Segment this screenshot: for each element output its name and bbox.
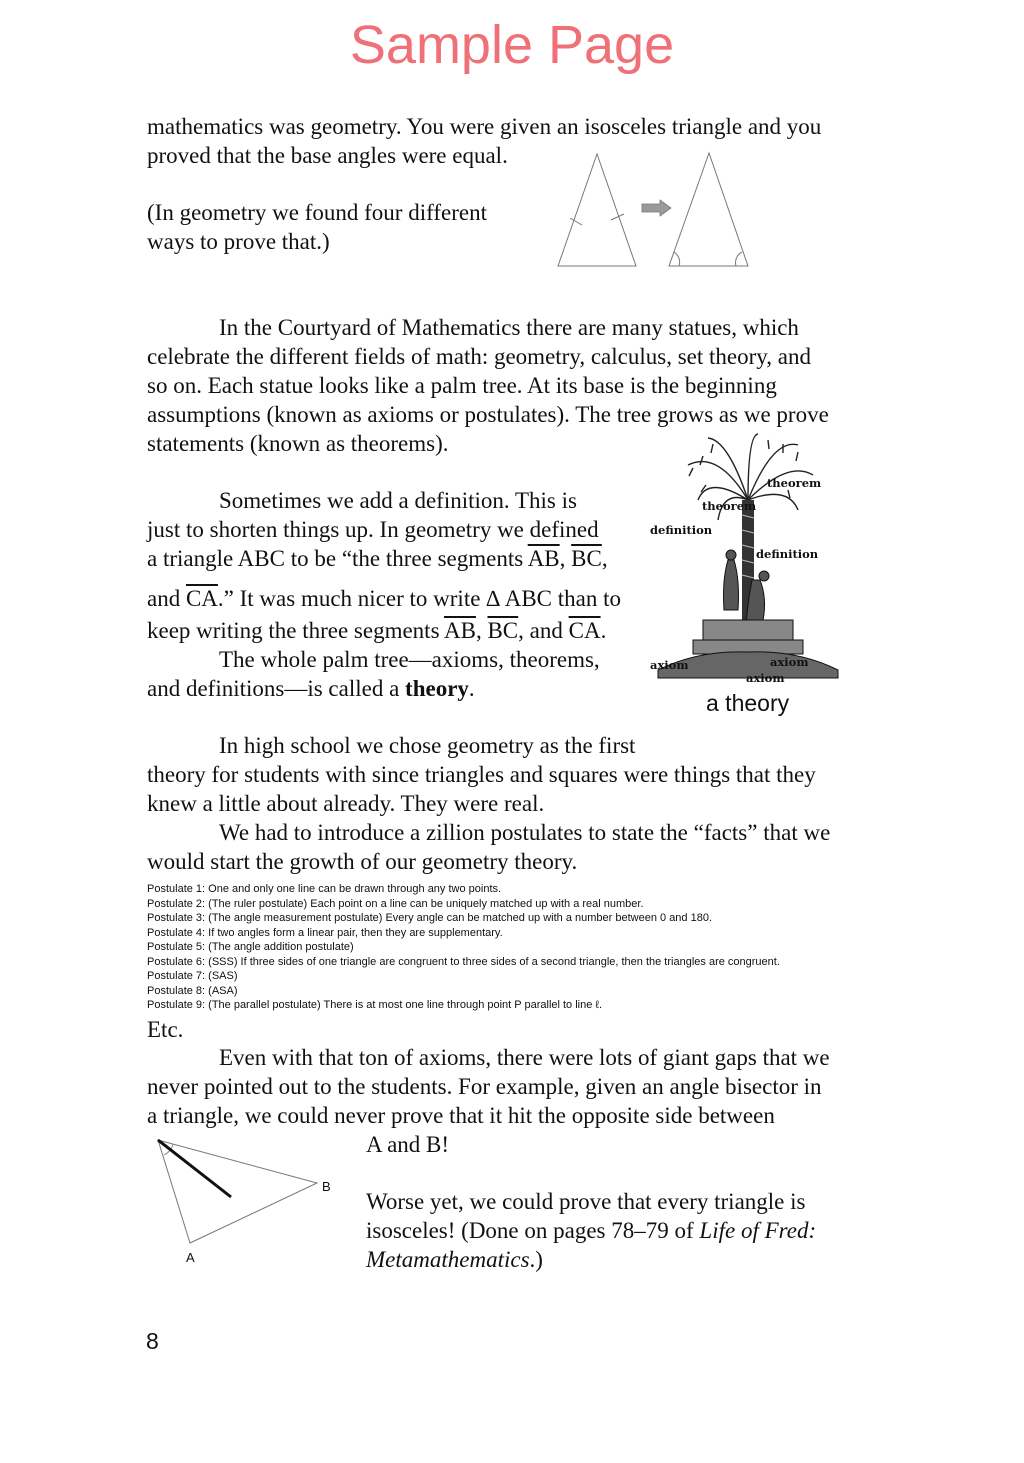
label-axiom-left: axiom [650,658,689,672]
postulate-item: Postulate 6: (SSS) If three sides of one triangle are congruent to three sides of a second triangle, then the triangles are congruent. [147,955,780,968]
vertex-label-a: A [186,1250,195,1265]
label-axiom-right-2: axiom [746,671,785,685]
period: . [600,618,607,643]
segment-ca-2: $\overline{CA}$ [568,618,601,643]
definition-line-3-text: a triangle ABC to be “the three segments [147,546,528,571]
worse-line-3 [366,1245,543,1274]
courtyard-line-4: assumptions (known as axioms or postulates). The tree grows as we prove [147,402,829,427]
intro-note-line-2: ways to prove that.) [147,229,330,254]
tick-mark-left [570,218,582,225]
vertex-label-b: B [322,1179,331,1194]
postulate-item: Postulate 5: (The angle addition postulate) [147,941,354,953]
gaps-line-3: a triangle, we could never prove that it hit the opposite side between [147,1103,775,1128]
and-text: and [147,586,186,611]
label-definition-right: definition [756,547,819,561]
triangle-symbol: ∆ [486,586,501,611]
high-school-line-5: would start the growth of our geometry theory. [147,849,578,874]
segment-bc-2: $\overline{BC}$ [487,618,519,643]
label-theorem-left: theorem [702,499,757,513]
worse-line-1: Worse yet, we could prove that every triangle is [366,1189,806,1214]
comma-end: , [601,546,608,571]
worse-line-2-text: isosceles! (Done on pages 78–79 of [366,1218,700,1243]
intro-line-2: proved that the base angles were equal. [147,143,508,168]
segment-ab: $\overline{AB}$ [527,546,560,571]
book-title-part-2: Metamathematics [366,1247,530,1272]
page-number: 8 [146,1328,159,1354]
definition-line-1: Sometimes we add a definition. This is [219,488,577,513]
label-definition-left: definition [650,523,713,537]
segment-bc: $\overline{BC}$ [571,546,602,571]
base-angle-arc-right [736,252,742,266]
gaps-line-2: never pointed out to the students. For example, given an angle bisector in [147,1074,822,1099]
postulate-item: Postulate 7: (SAS) [147,970,238,982]
definition-line-4-end: ABC than to [500,586,622,611]
high-school-line-3: knew a little about already. They were real. [147,791,545,816]
courtyard-line-2: celebrate the different fields of math: geometry, calculus, set theory, and [147,344,811,369]
courtyard-line-3: so on. Each statue looks like a palm tree. At its base is the beginning [147,373,777,398]
definition-line-7 [147,674,475,703]
intro-line-1: mathematics was geometry. You were given an isosceles triangle and you [147,114,822,139]
postulate-item: Postulate 9: (The parallel postulate) There is at most one line through point P parallel to line ℓ. [147,999,603,1011]
intro-note-line-1: (In geometry we found four different [147,200,487,225]
worse-line-2 [366,1216,816,1245]
tick-mark-right [611,214,624,220]
courtyard-line-1: In the Courtyard of Mathematics there are many statues, which [219,315,799,340]
base-angle-arc-left [674,252,680,266]
postulate-item: Postulate 4: If two angles form a linear pair, then they are supplementary. [147,926,503,939]
high-school-line-4: We had to introduce a zillion postulates to state the “facts” that we [219,820,831,845]
label-axiom-right-1: axiom [770,655,809,669]
postulates-list [147,882,1007,1013]
high-school-line-1: In high school we chose geometry as the first [219,733,636,758]
isosceles-triangle-figure [550,148,760,273]
and-text-2: , and [518,618,569,643]
definition-line-3 [147,544,608,573]
postulate-item: Postulate 8: (ASA) [147,984,238,997]
etc-text: Etc. [147,1017,184,1042]
figure-caption: a theory [706,690,790,716]
triangle-with-base-angles [669,153,748,266]
angle-bisector-triangle-figure [150,1135,350,1270]
book-title-part-1: Life of Fred: [699,1218,817,1243]
gaps-line-1: Even with that ton of axioms, there were lots of giant gaps that we [219,1045,830,1070]
definition-line-5 [147,616,606,645]
postulate-item: Postulate 1: One and only one line can be drawn through any two points. [147,883,502,895]
segment-ca: $\overline{CA}$ [185,586,218,611]
postulate-item: Postulate 2: (The ruler postulate) Each point on a line can be uniquely matched up with a real number. [147,897,644,910]
postulate-item: Postulate 3: (The angle measurement postulate) Every angle can be matched up with a number between 0 and 180. [147,912,713,924]
closing-paren: .) [529,1247,543,1272]
definition-line-4 [147,584,621,613]
triangle-with-tick-marks [558,154,636,266]
definition-line-2: just to shorten things up. In geometry we defined [147,517,599,542]
theory-term: theory [405,676,469,701]
gaps-line-4: A and B! [366,1132,450,1157]
definition-line-7-text: and definitions—is called a [147,676,406,701]
comma: , [559,546,572,571]
palm-tree-theory-illustration [648,430,844,690]
sample-page-watermark: Sample Page [349,15,675,75]
angle-bisector-line [158,1140,231,1197]
arrow-right-icon [642,200,671,216]
courtyard-line-5: statements (known as theorems). [147,431,449,456]
definition-line-4-mid: .” It was much nicer to write [217,586,487,611]
comma-2: , [475,618,488,643]
segment-ab-2: $\overline{AB}$ [444,618,476,643]
definition-line-6: The whole palm tree—axioms, theorems, [219,647,600,672]
definition-line-5-text: keep writing the three segments [147,618,445,643]
high-school-line-2: theory for students with since triangles and squares were things that they [147,762,816,787]
triangle-outline [158,1140,317,1243]
period-2: . [468,676,475,701]
label-theorem-top: theorem [767,476,822,490]
